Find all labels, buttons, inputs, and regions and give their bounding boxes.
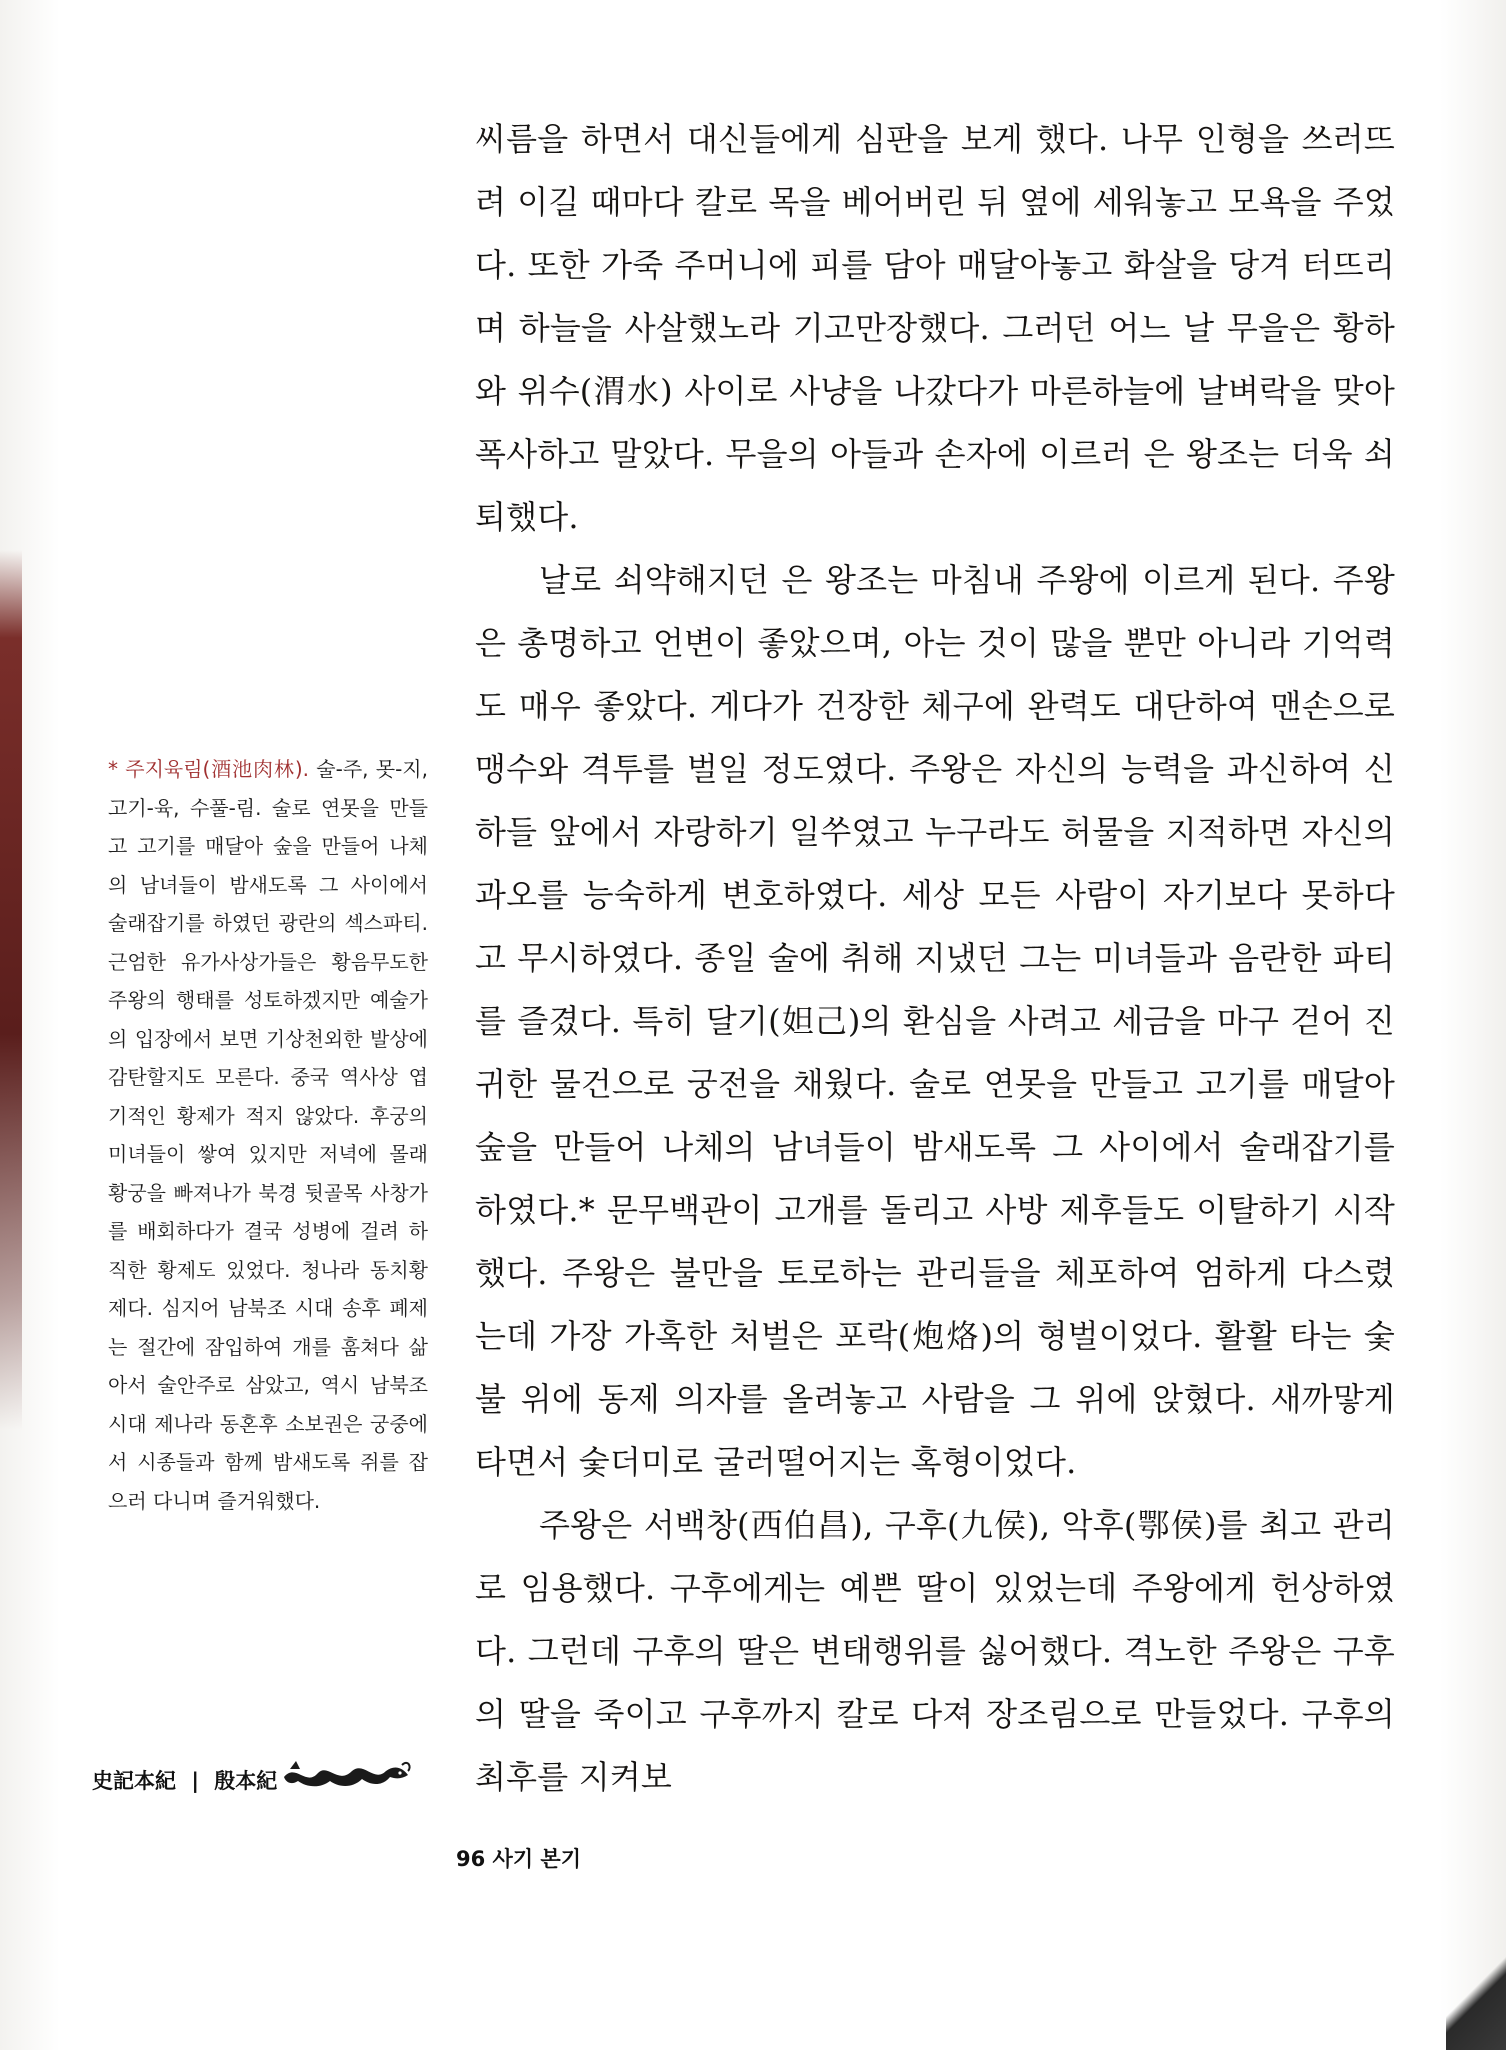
- corner-shadow: [1446, 1940, 1506, 2050]
- book-title: 史記本紀: [92, 1769, 176, 1793]
- sidenote-footnote: [108, 750, 428, 1520]
- chapter-title: 殷本紀: [214, 1769, 278, 1793]
- paragraph-2: 날로 쇠약해지던 은 왕조는 마침내 주왕에 이르게 된다. 주왕은 총명하고 언변이 좋았으며, 아는 것이 많을 뿐만 아니라 기억력도 매우 좋았다. 게다가 건장한 체구에 완력도 대단하여 맨손으로 맹수와 격투를 벌일 정도였다. 주왕은 자신의 능력을 과신하여 신하들 앞에서 자랑하기 일쑤였고 누구라도 허물을 지적하면 자신의 과오를 능숙하게 변호하였다. 세상 모든 사람이 자기보다 못하다고 무시하였다. 종일 술에 취해 지냈던 그는 미녀들과 음란한 파티를 즐겼다. 특히 달기(妲己)의 환심을 사려고 세금을 마구 걷어 진귀한 물건으로 궁전을 채웠다. 술로 연못을 만들고 고기를 매달아 숲을 만들어 나체의 남녀들이 밤새도록 그 사이에서 술래잡기를 하였다.* 문무백관이 고개를 돌리고 사방 제후들도 이탈하기 시작했다. 주왕은 불만을 토로하는 관리들을 체포하여 엄하게 다스렸는데 가장 가혹한 처벌은 포락(炮烙)의 형벌이었다. 활활 타는 숯불 위에 동제 의자를 올려놓고 사람을 그 위에 앉혔다. 새까맣게 타면서 숯더미로 굴러떨어지는 혹형이었다.: [475, 561, 1395, 1481]
- main-text-column: [475, 108, 1395, 1809]
- book-name-kr: 사기 본기: [492, 1847, 582, 1871]
- title-separator: |: [191, 1769, 199, 1793]
- sidenote-heading: * 주지육림(酒池肉林).: [108, 757, 310, 781]
- paragraph-1: 씨름을 하면서 대신들에게 심판을 보게 했다. 나무 인형을 쓰러뜨려 이길 때마다 칼로 목을 베어버린 뒤 옆에 세워놓고 모욕을 주었다. 또한 가죽 주머니에 피를 담아 매달아놓고 화살을 당겨 터뜨리며 하늘을 사살했노라 기고만장했다. 그러던 어느 날 무을은 황하와 위수(渭水) 사이로 사냥을 나갔다가 마른하늘에 날벼락을 맞아 폭사하고 말았다. 무을의 아들과 손자에 이르러 은 왕조는 더욱 쇠퇴했다.: [475, 120, 1395, 536]
- sidenote-text: 술-주, 못-지, 고기-육, 수풀-림. 술로 연못을 만들고 고기를 매달아 숲을 만들어 나체의 남녀들이 밤새도록 그 사이에서 술래잡기를 하였던 광란의 섹스파티. 근엄한 유가사상가들은 황음무도한 주왕의 행태를 성토하겠지만 예술가의 입장에서 보면 기상천외한 발상에 감탄할지도 모른다. 중국 역사상 엽기적인 황제가 적지 않았다. 후궁의 미녀들이 쌓여 있지만 저녁에 몰래 황궁을 빠져나가 북경 뒷골목 사창가를 배회하다가 결국 성병에 걸려 하직한 황제도 있었다. 청나라 동치황제다. 심지어 남북조 시대 송후 폐제는 절간에 잠입하여 개를 훔쳐다 삶아서 술안주로 삼았고, 역시 남북조 시대 제나라 동혼후 소보권은 궁중에서 시종들과 함께 밤새도록 쥐를 잡으러 다니며 즐거워했다.: [108, 757, 428, 1513]
- running-title: [92, 1765, 277, 1795]
- page-number: 96: [456, 1847, 486, 1871]
- page-number-line: [456, 1843, 581, 1873]
- dragon-icon: [282, 1757, 412, 1793]
- page-edge-shadow: [0, 550, 22, 1430]
- paragraph-3: 주왕은 서백창(西伯昌), 구후(九侯), 악후(鄂侯)를 최고 관리로 임용했다. 구후에게는 예쁜 딸이 있었는데 주왕에게 헌상하였다. 그런데 구후의 딸은 변태행위를 싫어했다. 격노한 주왕은 구후의 딸을 죽이고 구후까지 칼로 다져 장조림으로 만들었다. 구후의 최후를 지켜보: [475, 1506, 1395, 1796]
